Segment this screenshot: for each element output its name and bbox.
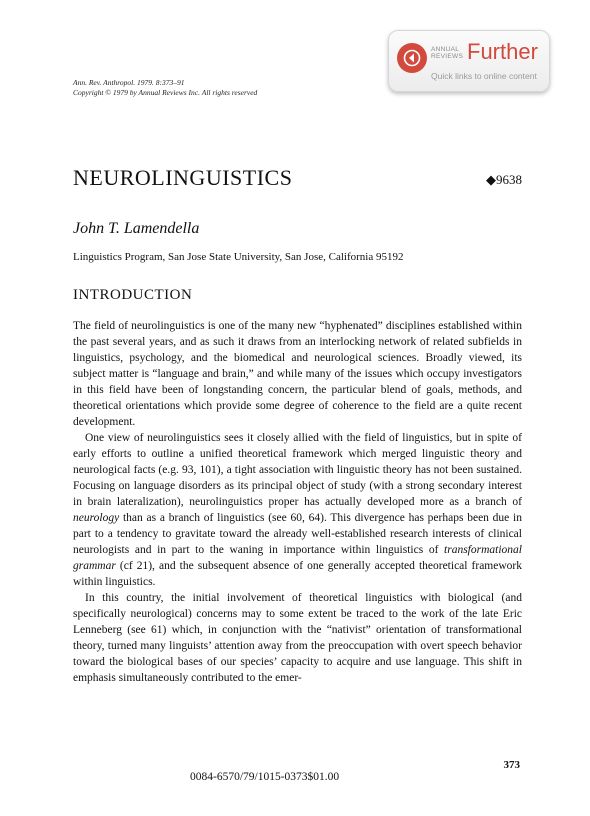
paragraph-2-part-a: One view of neurolinguistics sees it closely allied with the field of linguistics, but in spite of early efforts to outline a unified theoretical framework which merged linguistic theory and neurological facts (e.g. 93, 101), a tight association with linguistic theory has not been sustained. Focusing on language disorders as its principal object of study (with a strong secondary interest in brain lateralization), neurolinguistics proper has actually developed more as a branch of [73,432,522,508]
left-arrow-circle-icon [397,43,427,73]
journal-citation [73,78,257,98]
paragraph-2-part-b: than as a branch of linguistics (see 60, 64). This divergence has perhaps been due in part to a tendency to gravitate toward the already well-established research interests of clinical neurologists and in part to the waning in importance within linguistics of [73,512,522,556]
emphasis-transformational-grammar: transformational grammar [73,544,522,572]
author-name: John T. Lamendella [73,220,200,237]
badge-annual: ANNUAL [431,46,460,53]
paragraph-3: In this country, the initial involvement of theoretical linguistics with biological (and specifically neurological) concerns may to some extent be traced to the work of the late Eric Lenneberg (see 61) which, in conjunction with the “nativist” orientation of transformational theory, turned many linguists’ attention away from the preoccupation with overt speech behavior toward the biological bases of our species’ capacity to acquire and use language. This shift in emphasis simultaneously contributed to the emer- [73,592,522,684]
paragraph-2-part-c: (cf 21), and the subsequent absence of one generally accepted theoretical framework within linguistics. [73,560,522,588]
emphasis-neurology: neurology [73,512,120,524]
badge-subtitle: Quick links to online content [431,71,537,81]
article-title: NEUROLINGUISTICS [73,165,293,190]
further-badge[interactable] [388,30,550,92]
issn-line: 0084-6570/79/1015-0373$01.00 [190,771,340,783]
section-heading: INTRODUCTION [73,287,193,303]
citation-line-2: Copyright © 1979 by Annual Reviews Inc. All rights reserved [73,88,258,97]
body-text [73,318,522,686]
page-number: 373 [503,759,520,771]
badge-annual-reviews [431,46,463,60]
paragraph-2 [73,430,522,590]
article-code: ◆9638 [486,172,522,187]
badge-further-label: Further [467,39,538,64]
badge-reviews: REVIEWS [431,53,464,60]
paragraph-1: The field of neurolinguistics is one of the many new “hyphenated” disciplines established within the past several years, and as such it draws from an interlocking network of related subfields in linguistics, psychology, and the biomedical and neurological sciences. Broadly viewed, its subject matter is “language and brain,” and while many of the issues which occupy investigators in this field have been of longstanding concern, the particular blend of goals, methods, and theoretical orientations which provide some degree of coherence to the field are a quite recent development. [73,320,522,428]
author-affiliation: Linguistics Program, San Jose State University, San Jose, California 95192 [73,251,404,263]
citation-line-1: Ann. Rev. Anthropol. 1979. 8:373–91 [73,78,185,87]
